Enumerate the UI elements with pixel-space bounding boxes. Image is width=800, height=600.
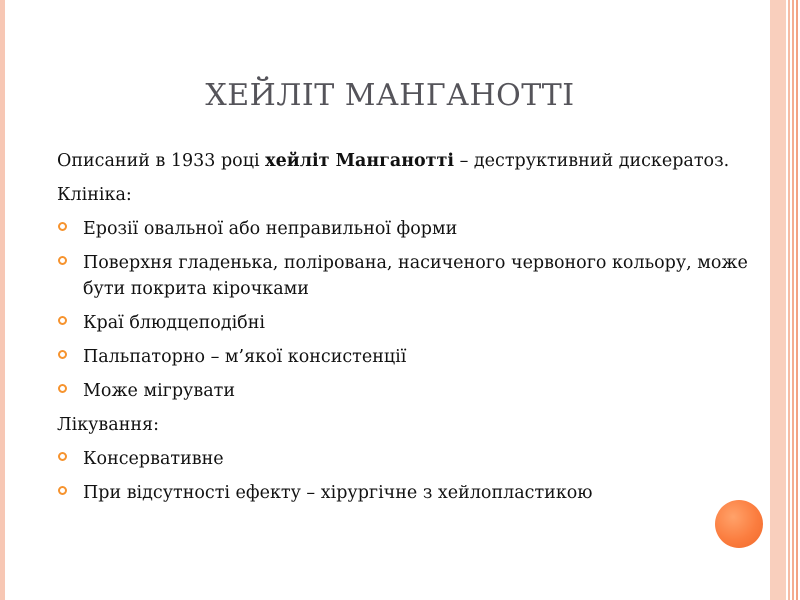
ring-bullet-icon — [58, 256, 67, 265]
right-frame-band — [770, 0, 786, 600]
list-item-text: Ерозії овальної або неправильної форми — [83, 219, 458, 239]
slide-title: ХЕЙЛІТ МАНГАНОТТІ — [205, 78, 575, 113]
right-frame-line — [792, 0, 794, 600]
list-item-text: При відсутності ефекту – хірургічне з хейлопластикою — [83, 483, 593, 503]
right-frame-line — [796, 0, 798, 600]
decorative-orb — [715, 500, 763, 548]
ring-bullet-icon — [58, 350, 67, 359]
left-frame-stripe — [0, 0, 5, 600]
ring-bullet-icon — [58, 452, 67, 461]
intro-text-end: – деструктивний дискератоз. — [454, 151, 730, 171]
intro-text: Описаний в 1933 році — [57, 151, 266, 171]
list-item — [57, 378, 757, 404]
list-item — [57, 480, 757, 506]
list-item — [57, 344, 757, 370]
list-item — [57, 250, 757, 302]
list-item-text: Консервативне — [83, 449, 224, 469]
list-item — [57, 446, 757, 472]
intro-paragraph — [57, 148, 757, 174]
ring-bullet-icon — [58, 316, 67, 325]
list-item-text: Краї блюдцеподібні — [83, 313, 265, 333]
list-item-text: Поверхня гладенька, полірована, насиченого червоного кольору, може бути покрита кірочками — [83, 253, 748, 299]
clinic-heading: Клініка: — [57, 185, 132, 205]
list-item — [57, 310, 757, 336]
list-item-text: Пальпаторно – м’якої консистенції — [83, 347, 407, 367]
ring-bullet-icon — [58, 222, 67, 231]
slide-body — [57, 148, 757, 514]
intro-bold-term: хейліт Манганотті — [265, 151, 455, 171]
ring-bullet-icon — [58, 486, 67, 495]
treatment-heading: Лікування: — [57, 415, 159, 435]
ring-bullet-icon — [58, 384, 67, 393]
right-frame-line — [788, 0, 790, 600]
list-item-text: Може мігрувати — [83, 381, 235, 401]
list-item — [57, 216, 757, 242]
